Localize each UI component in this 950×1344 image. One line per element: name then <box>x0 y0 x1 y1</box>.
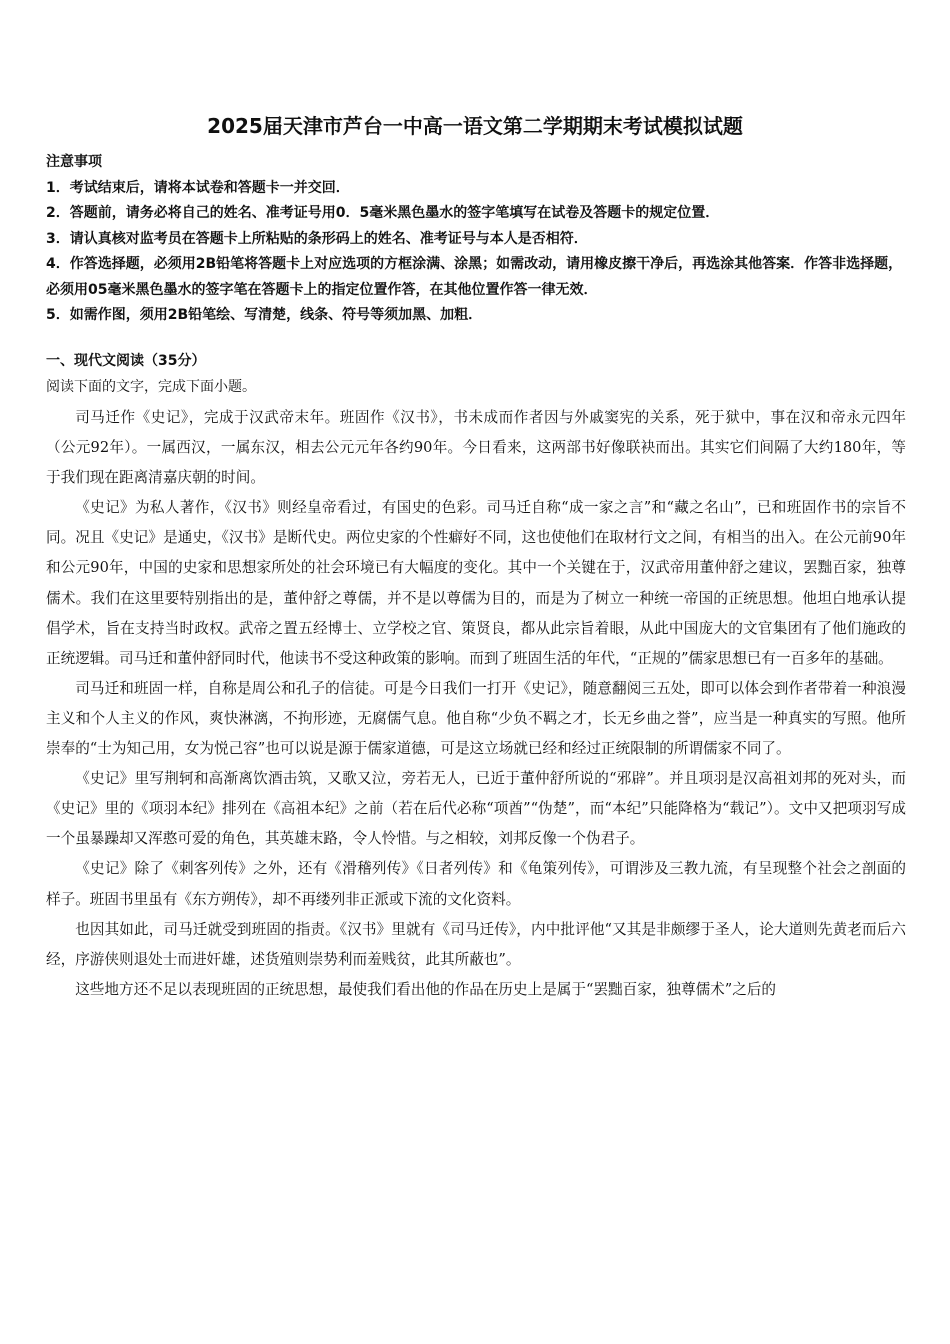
article-paragraph: 司马迁作《史记》，完成于汉武帝末年。班固作《汉书》，书未成而作者因与外戚窦宪的关系，死于狱中，事在汉和帝永元四年（公元92年）。一属西汉，一属东汉，相去公元元年各约90年。今日看来，这两部书好像联袂而出。其实它们间隔了大约180年，等于我们现在距离清嘉庆朝的时间。 <box>46 409 906 487</box>
reading-section <box>46 348 906 400</box>
notice-block <box>46 150 906 329</box>
article-paragraph: 《史记》除了《刺客列传》之外，还有《滑稽列传》《日者列传》和《龟策列传》，可谓涉及三教九流，有呈现整个社会之剖面的样子。班固书里虽有《东方朔传》，却不再缕列非正派或下流的文化资料。 <box>46 860 906 908</box>
article-paragraph: 司马迁和班固一样，自称是周公和孔子的信徒。可是今日我们一打开《史记》，随意翻阅三五处，即可以体会到作者带着一种浪漫主义和个人主义的作风，爽快淋漓，不拘形迹，无腐儒气息。他自称“少负不羁之才，长无乡曲之誉”，应当是一种真实的写照。他所崇奉的“士为知己用，女为悦己容”也可以说是源于儒家道德，可是这立场就已经和经过正统限制的所谓儒家不同了。 <box>46 679 906 758</box>
article-paragraph: 这些地方还不足以表现班固的正统思想，最使我们看出他的作品在历史上是属于“罢黜百家，独尊儒术”之后的 <box>75 980 777 998</box>
reading-article <box>46 403 906 1005</box>
article-paragraph: 也因其如此，司马迁就受到班固的指责。《汉书》里就有《司马迁传》，内中批评他“又其是非颇缪于圣人，论大道则先黄老而后六经，序游侠则退处士而进奸雄，述货殖则崇势利而羞贱贫，此其所蔽也”。 <box>46 920 906 968</box>
notice-item: 4．作答选择题，必须用2B铅笔将答题卡上对应选项的方框涂满、涂黑；如需改动，请用橡皮擦干净后，再选涂其他答案．作答非选择题，必须用05毫米黑色墨水的签字笔在答题卡上的指定位置作答，在其他位置作答一律无效． <box>46 256 903 298</box>
section-title: 一、现代文阅读（35分） <box>46 353 206 369</box>
article-paragraph: 《史记》为私人著作，《汉书》则经皇帝看过，有国史的色彩。司马迁自称“成一家之言”和“藏之名山”，已和班固作书的宗旨不同。况且《史记》是通史，《汉书》是断代史。两位史家的个性癖好不同，这也使他们在取材行文之间，有相当的出入。在公元前90年和公元90年，中国的史家和思想家所处的社会环境已有大幅度的变化。其中一个关键在于，汉武帝用董仲舒之建议，罢黜百家，独尊儒术。我们在这里要特别指出的是，董仲舒之尊儒，并不是以尊儒为目的，而是为了树立一种统一帝国的正统思想。他坦白地承认提倡学术，旨在支持当时政权。武帝之置五经博士、立学校之官、策贤良，都从此宗旨着眼，从此中国庞大的文官集团有了他们施政的正统逻辑。司马迁和董仲舒同时代，他读书不受这种政策的影响。而到了班固生活的年代，“正规的”儒家思想已有一百多年的基础。 <box>46 499 906 667</box>
notice-item: 5．如需作图，须用2B铅笔绘、写清楚，线条、符号等须加黑、加粗． <box>46 307 483 323</box>
article-paragraph: 《史记》里写荆轲和高渐离饮酒击筑，又歌又泣，旁若无人，已近于董仲舒所说的“邪辟”。并且项羽是汉高祖刘邦的死对头，而《史记》里的《项羽本纪》排列在《高祖本纪》之前（若在后代必称“项酋”“伪楚”，而“本纪”只能降格为“载记”）。文中又把项羽写成一个虽暴躁却又浑憨可爱的角色，其英雄末路，令人怜惜。与之相较，刘邦反像一个伪君子。 <box>46 770 906 848</box>
page-title: 2025届天津市芦台一中高一语文第二学期期末考试模拟试题 <box>207 114 743 138</box>
notice-item: 2．答题前，请务必将自己的姓名、准考证号用0．5毫米黑色墨水的签字笔填写在试卷及答题卡的规定位置． <box>46 205 720 221</box>
notice-heading: 注意事项 <box>46 154 102 170</box>
notice-item: 1．考试结束后，请将本试卷和答题卡一并交回． <box>46 179 350 196</box>
section-instruction: 阅读下面的文字，完成下面小题。 <box>46 379 256 395</box>
notice-item: 3．请认真核对监考员在答题卡上所粘贴的条形码上的姓名、准考证号与本人是否相符． <box>46 230 588 247</box>
